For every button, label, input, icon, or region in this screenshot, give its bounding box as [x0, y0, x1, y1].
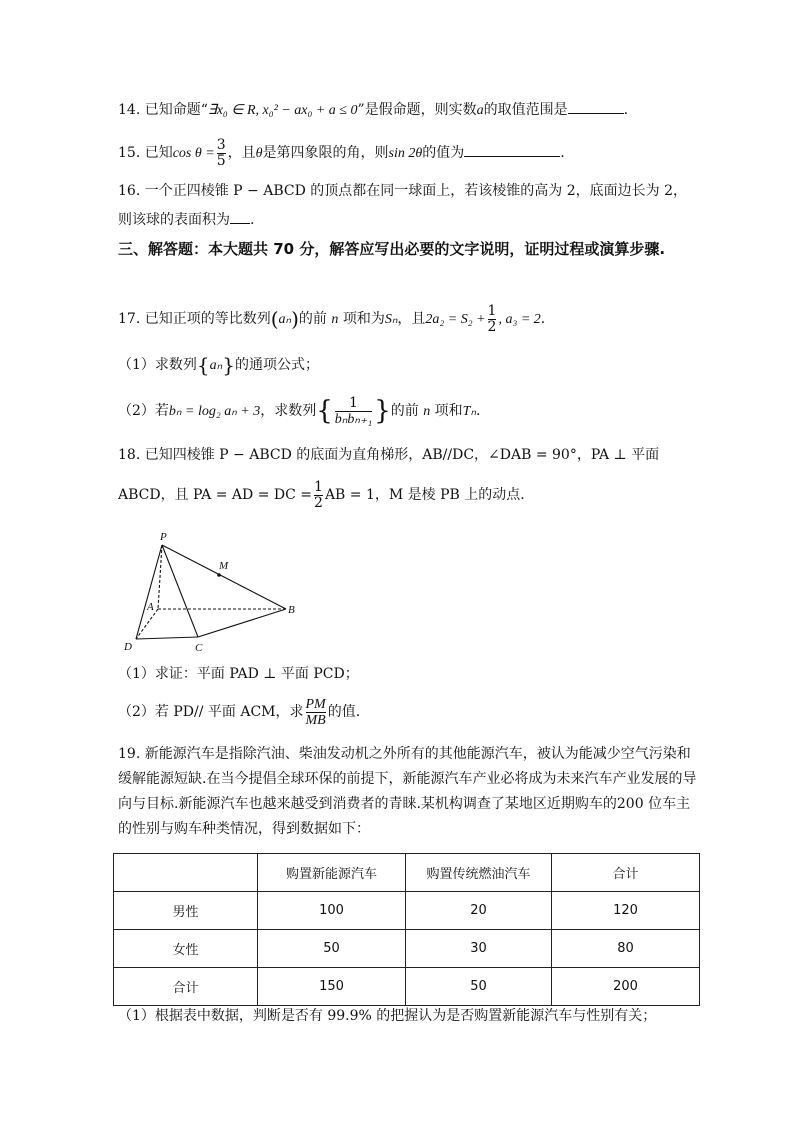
- table-cell: 女性: [114, 930, 258, 968]
- q17-n: n: [423, 404, 431, 419]
- q16-text: 16. 一个正四棱锥 P − ABCD 的顶点都在同一球面上，若该棱锥的高为 2，底面边长为 2，: [118, 183, 687, 199]
- label-P: P: [160, 531, 167, 543]
- edge-PB: [162, 545, 286, 609]
- question-14: [118, 99, 628, 121]
- q19-p1: （1）根据表中数据，判断是否有 99.9% 的把握认为是否购置新能源汽车与性别有关；: [118, 1008, 657, 1024]
- q16-end: .: [250, 212, 255, 228]
- q18-p2-tail: 的值.: [327, 704, 361, 720]
- question-18-part2: [118, 692, 360, 732]
- frac-num: 3: [216, 136, 226, 153]
- table-row: [114, 930, 700, 968]
- table-header-cell: [114, 854, 258, 892]
- q17-text2: 项和为: [342, 311, 385, 327]
- table-header-row: [114, 854, 700, 892]
- q17-p1-tail: 的通项公式；: [234, 357, 319, 373]
- frac-den: bₙbₙ₊₁: [334, 411, 373, 427]
- table-cell: 20: [406, 892, 552, 930]
- question-19-part1: [118, 1006, 656, 1026]
- label-M: M: [219, 560, 229, 572]
- q15-cos: cos θ =: [172, 146, 215, 161]
- q14-variable: a: [476, 103, 484, 118]
- table-cell: 50: [258, 930, 406, 968]
- q17-p2-tail: 项和: [434, 403, 463, 419]
- fraction-bb: [335, 396, 372, 427]
- q18-text: 18. 已知四棱锥 P − ABCD 的底面为直角梯形，AB//DC，∠DAB = 90°，PA ⊥ 平面: [118, 447, 660, 463]
- table-cell: 30: [406, 930, 552, 968]
- frac-den: 2: [487, 318, 497, 335]
- q18-p2: （2）若 PD// 平面 ACM，求: [118, 704, 304, 720]
- frac-num: 1: [349, 394, 358, 411]
- q15-text: ，且: [227, 145, 256, 161]
- question-17-part2: （2）若bₙ = log₂ aₙ + 3，求数列{ $\frac{1}{\text{bₙbₙ₊₁}}$ }的前 n 项和Tₙ.: [118, 394, 481, 427]
- q17-an: aₙ: [278, 312, 292, 327]
- table-header-cell: 合计: [552, 854, 700, 892]
- q17-tn: Tₙ: [462, 404, 477, 419]
- frac-num: 1: [487, 302, 497, 319]
- q17-an: aₙ: [209, 358, 223, 373]
- q17-p1: （1）求数列: [118, 357, 197, 373]
- table-cell: 男性: [114, 892, 258, 930]
- answer-blank: [568, 99, 624, 114]
- fraction-3-5: [217, 138, 226, 169]
- survey-table: [113, 853, 700, 1006]
- section-heading: 三、解答题：本大题共 70 分，解答应写出必要的文字说明，证明过程或演算步骤.: [118, 240, 666, 258]
- table-cell: 200: [552, 968, 700, 1006]
- table-row: [114, 968, 700, 1006]
- question-18-line2: [118, 478, 525, 512]
- fraction-half: [488, 304, 497, 335]
- q16-text2: 则该球的表面积为: [118, 212, 230, 228]
- question-16-line2: [118, 209, 254, 230]
- label-C: C: [195, 642, 203, 654]
- fraction-half: [314, 480, 323, 511]
- q15-sin: sin 2θ: [388, 146, 423, 161]
- question-17-part1: （1）求数列{aₙ}的通项公式；: [118, 353, 319, 377]
- frac-num: PM: [305, 696, 326, 712]
- q14-tail: 的取值范围是: [483, 102, 568, 118]
- q15-text2: 是第四象限的角，则: [262, 145, 389, 161]
- q18-text3: AB = 1，M 是棱 PB 上的动点.: [324, 487, 525, 503]
- label-B: B: [288, 604, 295, 616]
- q17-number: 17. 已知正项的等比数列: [118, 311, 271, 327]
- question-16-line1: [118, 181, 687, 201]
- label-D: D: [124, 641, 132, 653]
- q15-theta: θ: [255, 146, 263, 161]
- frac-den: 2: [314, 494, 323, 511]
- q17-p2-mid2: 的前: [390, 403, 419, 419]
- edge-DC: [136, 637, 198, 639]
- q14-end: .: [623, 102, 629, 118]
- frac-den: 5: [216, 152, 226, 169]
- answer-blank: [230, 209, 250, 224]
- question-19-text: 19. 新能源汽车是指除汽油、柴油发动机之外所有的其他能源汽车，被认为能减少空气污染和缓解能源短缺.在当今提倡全球环保的前提下，新能源汽车产业必将成为未来汽车产业发展的导向与目标.新能源汽车也越来越受到消费者的青睐.某机构调查了某地区近期购车的200 位车主的性别与购车种类情况，得到数据如下：: [118, 746, 697, 837]
- table-cell: 50: [406, 968, 552, 1006]
- q17-n: n: [331, 312, 339, 327]
- pyramid-figure: [115, 528, 305, 656]
- q17-bn: bₙ = log₂ aₙ + 3: [168, 404, 261, 419]
- q17-p2-mid: ，求数列: [260, 403, 317, 419]
- question-18-line1: [118, 445, 659, 465]
- question-15: [118, 137, 565, 170]
- edge-PC: [162, 545, 198, 637]
- q14-text: ”是假命题，则实数: [357, 102, 477, 118]
- q18-text2: ABCD，且 PA = AD = DC =: [118, 487, 313, 503]
- fraction-pm-mb: [306, 697, 326, 728]
- edge-PD: [136, 545, 162, 639]
- table-cell: 80: [552, 930, 700, 968]
- q17-eq1: 2a₂ = S₂ +: [425, 312, 486, 327]
- q17-p2: （2）若: [118, 403, 169, 419]
- edge-PA: [158, 545, 162, 609]
- q17-text3: ，且: [397, 311, 426, 327]
- label-A: A: [147, 601, 154, 613]
- frac-den: MB: [305, 712, 326, 728]
- frac-num: 1: [314, 478, 323, 495]
- q17-sn: Sₙ: [384, 312, 398, 327]
- q14-number: 14. 已知命题“: [118, 102, 208, 118]
- table-header-cell: 购置传统燃油汽车: [406, 854, 552, 892]
- table-cell: 120: [552, 892, 700, 930]
- question-18-part1: [118, 664, 359, 684]
- q17-text: 的前: [298, 311, 327, 327]
- table-header-cell: 购置新能源汽车: [258, 854, 406, 892]
- table-row: [114, 892, 700, 930]
- table-cell: 150: [258, 968, 406, 1006]
- answer-blank: [464, 142, 560, 157]
- q18-p1: （1）求证：平面 PAD ⊥ 平面 PCD；: [118, 666, 359, 682]
- table-cell: 100: [258, 892, 406, 930]
- point-M: [217, 573, 221, 577]
- q15-number: 15. 已知: [118, 145, 173, 161]
- edge-CB: [198, 609, 286, 637]
- edge-AD: [136, 609, 158, 639]
- q15-tail: 的值为: [422, 145, 465, 161]
- q14-formula: ∃x₀ ∈ R, x₀² − ax₀ + a ≤ 0: [207, 103, 358, 118]
- q17-eq2: , a₃ = 2: [498, 312, 541, 327]
- q15-end: .: [560, 145, 565, 161]
- table-cell: 合计: [114, 968, 258, 1006]
- question-17: 17. 已知正项的等比数列(aₙ)的前 n 项和为Sₙ，且2a₂ = S₂ + $\frac{1}{2}$ , a₃ = 2.: [118, 302, 546, 335]
